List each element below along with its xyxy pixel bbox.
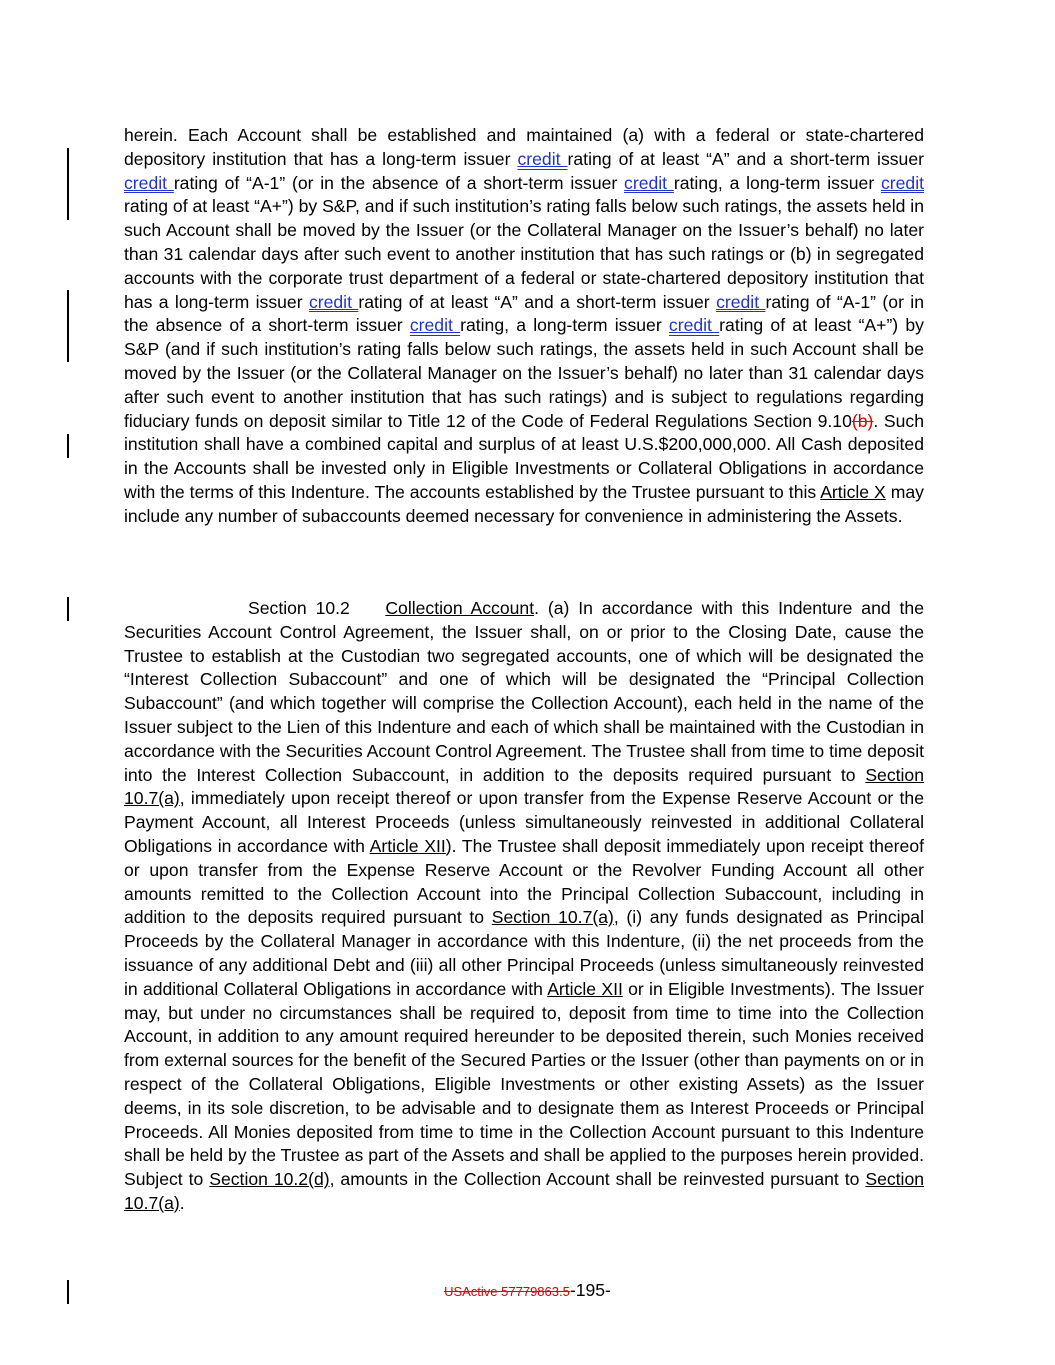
body-text: rating, a long-term issuer	[673, 172, 881, 193]
body-text: , (i) any funds designated as Principal Proceeds by the Collateral Manager in accordance with this Indenture, (ii) the net proceeds from the issuance of any additional Debt and (iii) all other Principal Proceeds (unless simultaneously reinvested in additional Collateral Obligations in accordance with	[124, 907, 924, 999]
body-text: , amounts in the Collection Account shall be reinvested pursuant to	[329, 1169, 866, 1190]
change-bar	[67, 148, 69, 220]
page-footer	[0, 1280, 1055, 1301]
body-text: rating of at least “A” and a short-term issuer	[358, 291, 717, 312]
body-text: rating, a long-term issuer	[460, 315, 669, 336]
page-number: -195-	[569, 1280, 611, 1300]
deleted-doc-id: USActive 57779863.5	[444, 1284, 570, 1299]
body-text: rating of at least “A” and a short-term issuer	[567, 148, 924, 169]
inserted-text: credit	[624, 172, 674, 193]
cross-reference: Section 10.7(a)	[124, 764, 924, 809]
deleted-text: (b)	[851, 410, 874, 431]
inserted-text: credit	[124, 172, 174, 193]
inserted-text: credit	[880, 172, 924, 193]
section-title: Collection Account	[385, 598, 535, 618]
cross-reference: Section 10.2(d)	[209, 1169, 330, 1190]
body-text: herein. Each Account shall be established and maintained (a) with a federal or state-chartered depository institution that has a long-term issuer	[124, 125, 924, 169]
cross-reference: Article XII	[369, 835, 446, 856]
body-text: may include any number of subaccounts deemed necessary for convenience in administering the Assets.	[124, 481, 924, 526]
body-text: . (a) In accordance with this Indenture and the Securities Account Control Agreement, the Issuer shall, on or prior to the Closing Date, cause the Trustee to establish at the Custodian two segregated accounts, one of which will be designated the “Interest Collection Subaccount” and one of which will be designated the “Principal Collection Subaccount” (and which together will comprise the Collection Account), each held in the name of the Issuer subject to the Lien of this Indenture and each of which shall be maintained with the Custodian in accordance with the Securities Account Control Agreement. The Trustee shall from time to time deposit into the Interest Collection Subaccount, in addition to the deposits required pursuant to	[124, 598, 924, 785]
body-text: ). The Trustee shall deposit immediately upon receipt thereof or upon transfer from the Expense Reserve Account or the Revolver Funding Account all other amounts remitted to the Collection Account into the Principal Collection Subaccount, including in addition to the deposits required pursuant to	[124, 835, 924, 928]
inserted-text: credit	[517, 148, 568, 169]
cross-reference: Article X	[820, 481, 886, 502]
cross-reference: Section 10.7(a)	[491, 907, 614, 928]
cross-reference: Section 10.7(a)	[124, 1169, 925, 1213]
change-bar	[67, 597, 69, 621]
section-gap	[350, 598, 386, 618]
inserted-text: credit	[716, 291, 766, 312]
body-text: rating of “A-1” (or in the absence of a short-term issuer	[173, 172, 625, 193]
change-bar	[67, 434, 69, 458]
inserted-text: credit	[308, 291, 359, 312]
body-text: rating of at least “A+”) by S&P (and if such institution’s rating falls below such ratings, the assets held in such Account shall be moved by the Issuer (or the Collateral Manager on the Issuer’s behalf) no later than 31 calendar days after such event to another institution that has such ratings) and is subject to regulations regarding fiduciary funds on deposit similar to Title 12 of the Code of Federal Regulations Section 9.10	[124, 315, 924, 431]
section-number: Section 10.2	[248, 598, 350, 618]
body-text: rating of at least “A+”) by S&P, and if such institution’s rating falls below such ratings, the assets held in such Account shall be moved by the Issuer (or the Collateral Manager on the Issuer’s behalf) no later than 31 calendar days after such event to another institution that has such ratings or (b) in segregated accounts with the corporate trust department of a federal or state-chartered depository institution that has a long-term issuer	[124, 196, 924, 312]
paragraph-collection-account	[124, 597, 924, 1216]
body-text: , immediately upon receipt thereof or upon transfer from the Expense Reserve Account or the Payment Account, all Interest Proceeds (unless simultaneously reinvested in additional Collateral Obligations in accordance with	[124, 788, 924, 856]
body-text: rating of “A-1” (or in the absence of a short-term issuer	[124, 291, 925, 336]
change-bar	[67, 290, 69, 362]
inserted-text: credit	[668, 315, 720, 336]
cross-reference: Article XII	[547, 978, 623, 999]
body-text: or in Eligible Investments). The Issuer may, but under no circumstances shall be required to, deposit from time to time into the Collection Account, in addition to any amount required hereunder to be deposited therein, such Monies received from external sources for the benefit of the Secured Parties or the Issuer (other than payments on or in respect of the Collateral Obligations, Eligible Investments or other existing Assets) as the Issuer deems, in its sole discretion, to be advisable and to designate them as Interest Proceeds or Principal Proceeds. All Monies deposited from time to time in the Collection Account pursuant to this Indenture shall be held by the Trustee as part of the Assets and shall be applied to the purposes herein provided. Subject to	[124, 978, 925, 1190]
body-text: . Such institution shall have a combined capital and surplus of at least U.S.$200,000,000. All Cash deposited in the Accounts shall be invested only in Eligible Investments or Collateral Obligations in accordance with the terms of this Indenture. The accounts established by the Trustee pursuant to this	[124, 410, 924, 502]
body-text: .	[179, 1192, 185, 1213]
inserted-text: credit	[409, 315, 461, 336]
paragraph-account-requirements	[124, 124, 924, 529]
